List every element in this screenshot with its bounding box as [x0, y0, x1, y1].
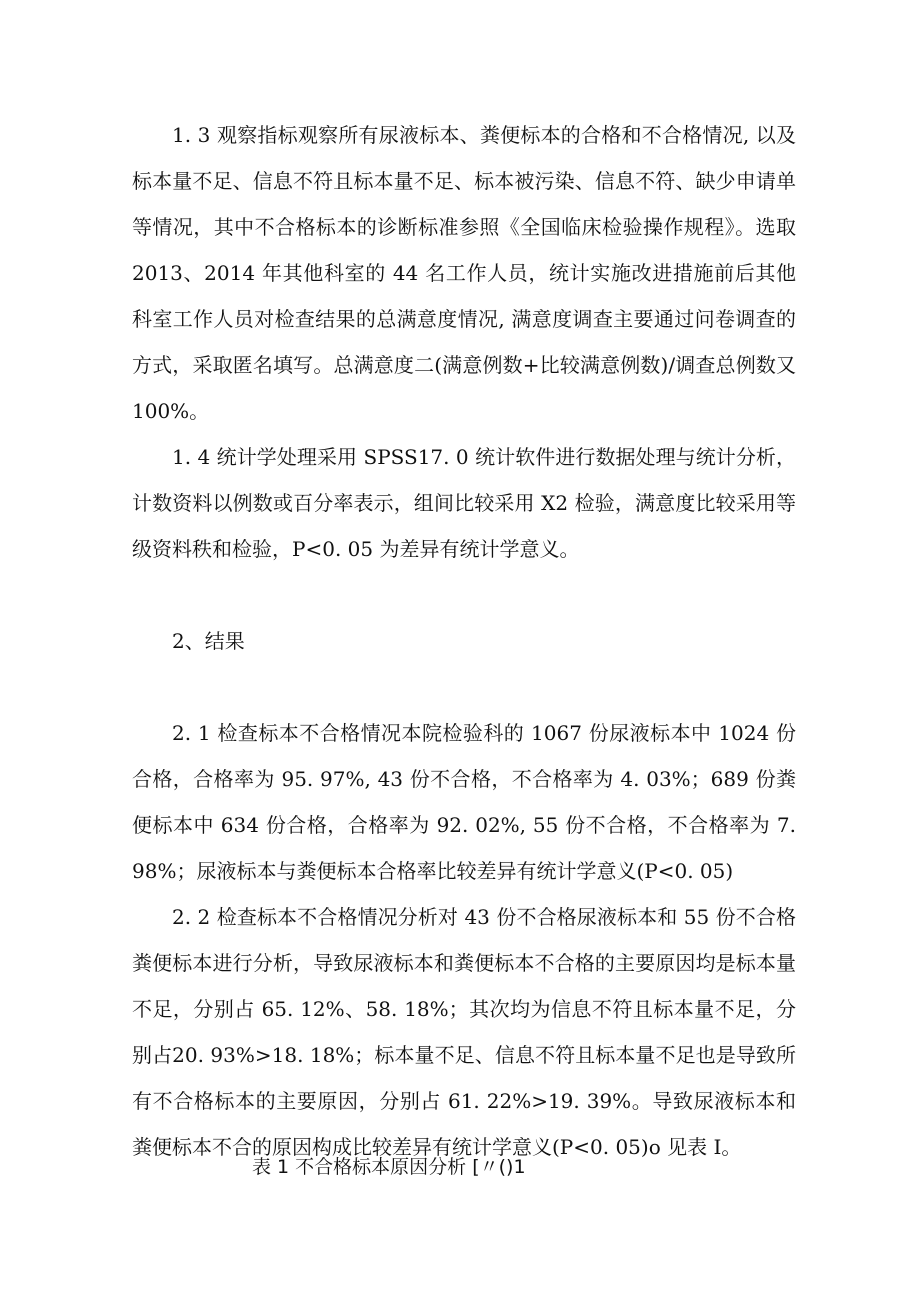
document-body	[132, 112, 796, 1170]
paragraph-1-4-statistical-processing: 1. 4 统计学处理采用 SPSS17. 0 统计软件进行数据处理与统计分析，计数资料以例数或百分率表示，组间比较采用 X2 检验，满意度比较采用等级资料秩和检验，P<0. 05 为差异有统计学意义。	[132, 445, 796, 561]
paragraph-1-3-observation-indicators: 1. 3 观察指标观察所有尿液标本、粪便标本的合格和不合格情况, 以及标本量不足、信息不符且标本量不足、标本被污染、信息不符、缺少申请单等情况，其中不合格标本的诊断标准参照《全国临床检验操作规程》。选取2013、2014 年其他科室的 44 名工作人员，统计实施改进措施前后其他科室工作人员对检查结果的总满意度情况, 满意度调查主要通过问卷调查的方式，采取匿名填写。总满意度二(满意例数+比较满意例数)/调查总例数又 100%。	[132, 123, 796, 423]
section-heading-results: 2、结果	[172, 629, 245, 653]
paragraph-2-2-unqualified-analysis: 2. 2 检查标本不合格情况分析对 43 份不合格尿液标本和 55 份不合格粪便标本进行分析，导致尿液标本和粪便标本不合格的主要原因均是标本量不足，分别占 65. 12%、58. 18%；其次均为信息不符且标本量不足，分别占20. 93%>18. 18%；标本量不足、信息不符且标本量不足也是导致所有不合格标本的主要原因，分别占 61. 22%>19. 39%。导致尿液标本和粪便标本不合的原因构成比较差异有统计学意义(P<0. 05)o 见表 I。	[132, 905, 796, 1159]
table-caption: 表 1 不合格标本原因分析 [〃()1	[252, 1156, 526, 1178]
paragraph-2-1-unqualified-specimens: 2. 1 检查标本不合格情况本院检验科的 1067 份尿液标本中 1024 份合格，合格率为 95. 97%, 43 份不合格，不合格率为 4. 03%；689 份粪便标本中 634 份合格，合格率为 92. 02%, 55 份不合格，不合格率为 7. 98%；尿液标本与粪便标本合格率比较差异有统计学意义(P<0. 05)	[132, 721, 796, 883]
